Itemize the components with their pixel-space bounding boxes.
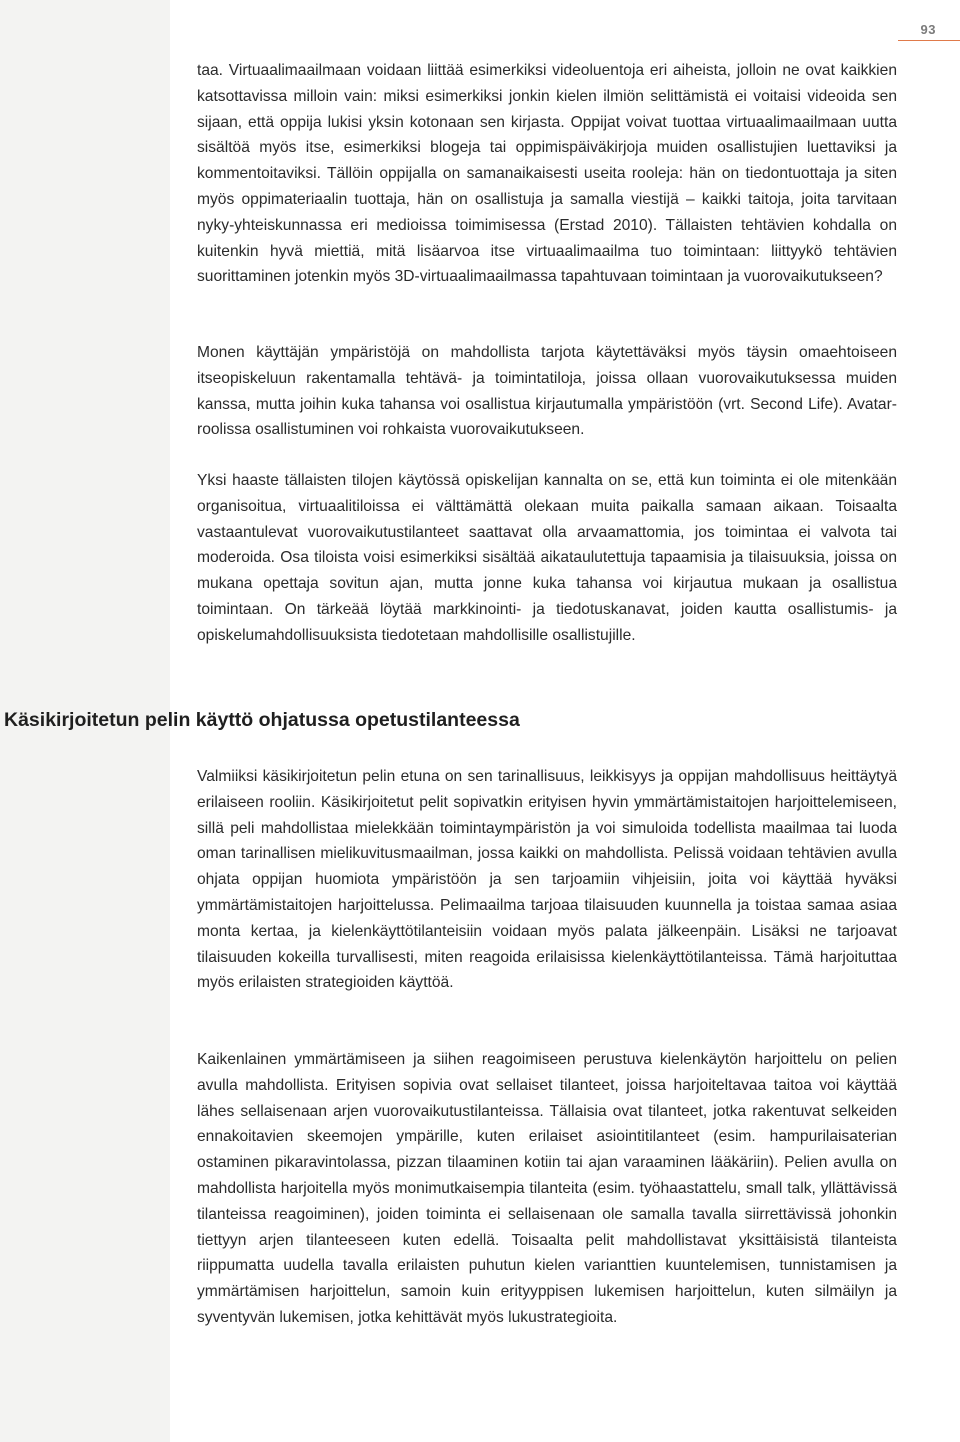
section-heading: Käsikirjoitetun pelin käyttö ohjatussa opetustilanteessa (4, 709, 520, 731)
body-paragraph-4: Valmiiksi käsikirjoitetun pelin etuna on sen tarinallisuus, leikkisyys ja oppijan mahdollisuus heittäytyä erilaiseen rooliin. Käsikirjoitetut pelit sopivatkin erityisen hyvin ymmärtämistaitojen harjoittelemiseen, sillä peli mahdollistaa mielekkään toimintaympäristön ja voi simuloida todellista maailmaa tai luoda oman tarinallisen mielikuvitusmaailman, jossa kaikki on mahdollista. Pelissä voidaan tehtävien avulla ohjata oppijan huomiota ympäristöön ja sen tarjoamiin vihjeisiin, joita voi käyttää hyväksi ymmärtämistaitojen harjoittelussa. Pelimaailma tarjoaa tilaisuuden kuunnella ja toistaa samaa asiaa monta kertaa, ja kielenkäyttötilanteisiin voidaan myös palata jälkeenpäin. Lisäksi ne tarjoavat tilaisuuden kokeilla turvallisesti, miten reagoida erilaisissa kielenkäyttötilanteissa. Tämä harjoituttaa myös erilaisten strategioiden käyttöä. (197, 768, 897, 992)
body-paragraph-2: Monen käyttäjän ympäristöjä on mahdollista tarjota käytettäväksi myös täysin omaehtoiseen itseopiskeluun rakentamalla tehtävä- ja toimintatiloja, joissa ollaan vuorovaikutuksessa muiden kanssa, mutta joihin kuka tahansa voi osallistua kirjautumalla ympäristöön (vrt. Second Life). Avatar-roolissa osallistuminen voi rohkaista vuorovaikutukseen. (197, 344, 897, 439)
body-paragraph-3: Yksi haaste tällaisten tilojen käytössä opiskelijan kannalta on se, että kun toiminta ei ole mitenkään organisoitua, virtuaalitiloissa ei välttämättä olekaan muita paikalla samaan aikaan. Toisaalta vastaantulevat vuorovaikutustilanteet saattavat olla arvaamattomia, jos toimintaa ei valvota tai moderoida. Osa tiloista voisi esimerkiksi sisältää aikataulutettuja tapaamisia ja tilaisuuksia, joissa on mukana opettaja sovitun ajan, mutta jonne kuka tahansa voi kirjautua mukaan ja osallistua toimintaan. On tärkeää löytää markkinointi- ja tiedotuskanavat, joiden kautta osallistumis- ja opiskelumahdollisuuksista tiedotetaan mahdollisille osallistujille. (197, 472, 897, 644)
page-number-rule (898, 40, 960, 41)
body-paragraph-1: taa. Virtuaalimaailmaan voidaan liittää esimerkiksi videoluentoja eri aiheista, jolloin ne ovat kaikkien katsottavissa milloin vain: miksi esimerkiksi jonkin kielen ilmiön selittämistä ei voitaisi videoida sen sijaan, että oppija lukisi yksin kotonaan sen kirjasta. Oppijat voivat tuottaa virtuaalimaailmaan uutta sisältöä myös itse, esimerkiksi blogeja tai oppimispäiväkirjoja muiden osallistujien luettaviksi ja kommentoitaviksi. Tällöin oppijalla on samanaikaisesti useita rooleja: hän on tiedontuottaja ja siten myös oppimateriaalin tuottaja, hän on osallistuja ja samalla viestijä – kaikki taitoja, joita tarvitaan nyky-yhteiskunnassa eri medioissa toimimisessa (Erstad 2010). Tällaisten tehtävien kohdalla on kuitenkin hyvä miettiä, mitä lisäarvoa itse virtuaalimaailma tuo toimintaan: liittyykö tehtävien suorittaminen jotenkin myös 3D-virtuaalimaailmassa tapahtuvaan toimintaan ja vuorovaikutukseen? (197, 62, 897, 286)
body-paragraph-5: Kaikenlainen ymmärtämiseen ja siihen reagoimiseen perustuva kielenkäytön harjoittelu on pelien avulla mahdollista. Erityisen sopivia ovat sellaiset tilanteet, joissa harjoiteltavaa taitoa voi käyttää lähes sellaisenaan arjen vuorovaikutustilanteissa. Tällaisia ovat tilanteet, jotka rakentuvat selkeiden ennakoitavien skeemojen ympärille, kuten erilaiset asiointitilanteet (esim. hampurilaisaterian ostaminen pikaravintolassa, pizzan tilaaminen kotiin tai ajan varaaminen lääkäriin). Pelien avulla on mahdollista harjoitella myös monimutkaisempia tilanteita (esim. työhaastattelu, small talk, yllättävissä tilanteissa reagoiminen), joiden toiminta ei sellaisenaan ole samalla tavalla siirrettävissä johonkin tiettyyn arjen tilanteeseen kuten edellä. Toisaalta pelit mahdollistavat yksittäisistä tilanteista riippumatta uudella tavalla erilaisten puhutun kielen varianttien kuuntelemisen, tunnistamisen ja ymmärtämisen harjoittelun, samoin kuin erityyppisen lukemisen harjoittelun, kuten silmäilyn ja syventyvän lukemisen, jotka kehittävät myös lukustrategioita. (197, 1051, 897, 1326)
page-number: 93 (920, 22, 936, 37)
